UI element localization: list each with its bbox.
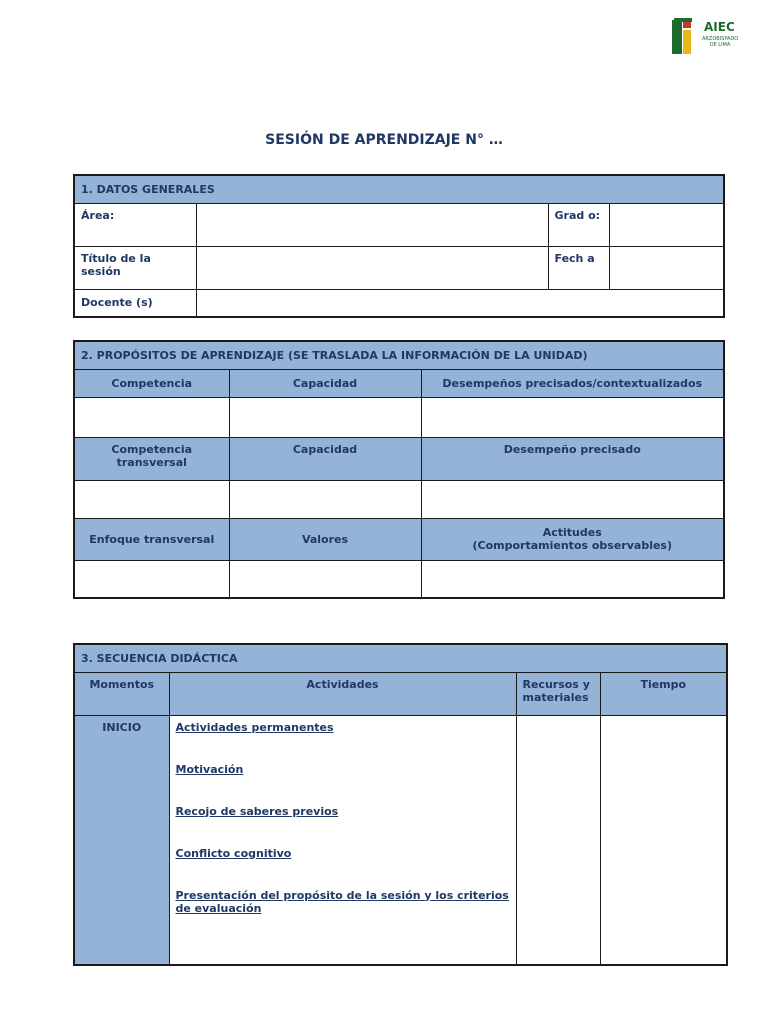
actitudes-title: Actitudes (542, 526, 602, 539)
recursos-header: Recursos y materiales (516, 672, 600, 715)
propositos-table (73, 340, 725, 599)
tiempo-header: Tiempo (600, 672, 727, 715)
fecha-field[interactable] (609, 246, 724, 289)
area-label: Área: (74, 203, 196, 246)
activity-conflicto-cognitivo[interactable]: Conflicto cognitivo (175, 846, 292, 860)
titulo-field[interactable] (196, 246, 548, 289)
section3-header: 3. SECUENCIA DIDÁCTICA (74, 644, 727, 672)
momentos-header: Momentos (74, 672, 169, 715)
activity-actividades-permanentes[interactable]: Actividades permanentes (175, 720, 334, 734)
competencia-field[interactable] (74, 397, 229, 437)
competencia-transversal-field[interactable] (74, 480, 229, 518)
enfoque-field[interactable] (74, 560, 229, 598)
activity-recojo-saberes[interactable]: Recojo de saberes previos (175, 804, 339, 818)
capacidad-header: Capacidad (229, 369, 421, 397)
docente-field[interactable] (196, 289, 724, 317)
grado-label: Grad o: (548, 203, 609, 246)
actividades-header: Actividades (169, 672, 516, 715)
titulo-label: Título de la sesión (74, 246, 196, 289)
desempenos-header: Desempeños precisados/contextualizados (421, 369, 724, 397)
section1-header: 1. DATOS GENERALES (74, 175, 724, 203)
recursos-field[interactable] (516, 715, 600, 965)
area-field[interactable] (196, 203, 548, 246)
activity-presentacion-proposito[interactable]: Presentación del propósito de la sesión y los criterios de evaluación (175, 888, 509, 915)
actitudes-header (421, 518, 724, 560)
inicio-moment: INICIO (74, 715, 169, 965)
datos-generales-table (73, 174, 725, 318)
activity-motivacion[interactable]: Motivación (175, 762, 244, 776)
logo-subtitle: ARZOBISPADO DE LIMA (702, 36, 739, 48)
desempeno-precisado-header: Desempeño precisado (421, 437, 724, 480)
actitudes-subtitle: (Comportamientos observables) (472, 539, 673, 552)
desempenos-field[interactable] (421, 397, 724, 437)
desempeno-precisado-field[interactable] (421, 480, 724, 518)
capacidad-transversal-field[interactable] (229, 480, 421, 518)
competencia-header: Competencia (74, 369, 229, 397)
fecha-label: Fech a (548, 246, 609, 289)
actitudes-field[interactable] (421, 560, 724, 598)
capacidad-transversal-header: Capacidad (229, 437, 421, 480)
docente-label: Docente (s) (74, 289, 196, 317)
actividades-list (169, 715, 516, 965)
valores-header: Valores (229, 518, 421, 560)
logo-name: AIEC (704, 20, 735, 34)
enfoque-transversal-header: Enfoque transversal (74, 518, 229, 560)
grado-field[interactable] (609, 203, 724, 246)
secuencia-didactica-table (73, 643, 728, 966)
capacidad-field[interactable] (229, 397, 421, 437)
section2-header: 2. PROPÓSITOS DE APRENDIZAJE (SE TRASLADA LA INFORMACIÓN DE LA UNIDAD) (74, 341, 724, 369)
competencia-transversal-header: Competencia transversal (74, 437, 229, 480)
valores-field[interactable] (229, 560, 421, 598)
page-title: SESIÓN DE APRENDIZAJE N° … (265, 132, 503, 148)
tiempo-field[interactable] (600, 715, 727, 965)
